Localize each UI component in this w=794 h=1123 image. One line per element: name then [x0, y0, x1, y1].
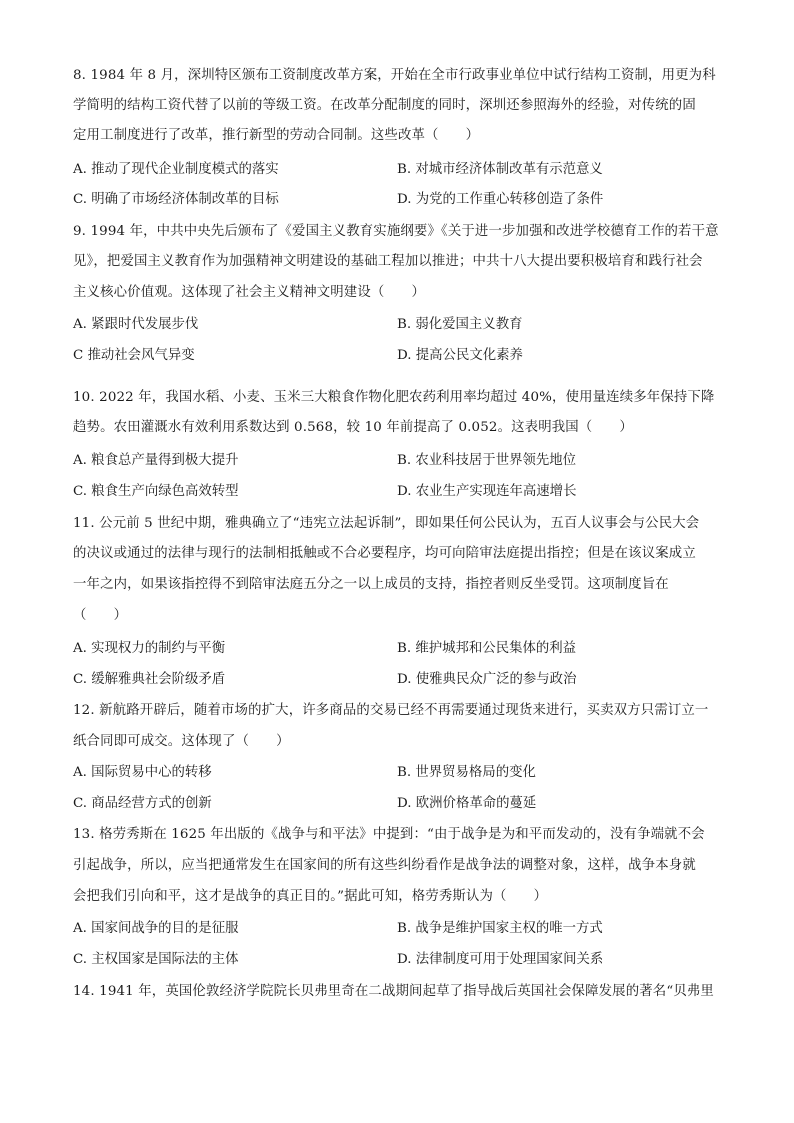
question-stem-line: 的决议或通过的法律与现行的法制相抵触或不合必要程序，均可向陪审法庭提出指控；但是在该议案成立: [73, 546, 696, 561]
option-a[interactable]: A. 实现权力的制约与平衡: [73, 641, 226, 656]
option-c[interactable]: C 推动社会风气异变: [73, 348, 195, 363]
question-stem-line: （ ）: [73, 608, 128, 623]
option-c[interactable]: C. 商品经营方式的创新: [73, 796, 212, 811]
question-stem-line: 见》，把爱国主义教育作为加强精神文明建设的基础工程加以推进；中共十八大提出要积极培育和践行社会: [73, 254, 703, 269]
option-b[interactable]: B. 农业科技居于世界领先地位: [397, 453, 577, 468]
option-b[interactable]: B. 对城市经济体制改革有示范意义: [397, 162, 603, 177]
question-stem-line: 会把我们引向和平，这才是战争的真正目的。”据此可知，格劳秀斯认为（ ）: [73, 889, 548, 904]
question-stem-line: 10. 2022 年，我国水稻、小麦、玉米三大粮食作物化肥农药利用率均超过 40%，使用量连续多年保持下降: [73, 390, 715, 405]
question-stem-line: 趋势。农田灌溉水有效利用系数达到 0.568，较 10 年前提高了 0.052。这表明我国（ ）: [73, 420, 633, 435]
question-stem-line: 定用工制度进行了改革，推行新型的劳动合同制。这些改革（ ）: [73, 128, 480, 143]
option-a[interactable]: A. 国家间战争的目的是征服: [73, 921, 239, 936]
option-d[interactable]: D. 法律制度可用于处理国家间关系: [397, 952, 604, 967]
option-d[interactable]: D. 使雅典民众广泛的参与政治: [397, 672, 577, 687]
option-d[interactable]: D. 提高公民文化素养: [397, 348, 523, 363]
option-b[interactable]: B. 世界贸易格局的变化: [397, 765, 536, 780]
option-c[interactable]: C. 粮食生产向绿色高效转型: [73, 484, 239, 499]
option-c[interactable]: C. 主权国家是国际法的主体: [73, 952, 239, 967]
question-stem-line: 纸合同即可成交。这体现了（ ）: [73, 734, 290, 749]
option-a[interactable]: A. 粮食总产量得到极大提升: [73, 453, 239, 468]
option-b[interactable]: B. 维护城邦和公民集体的利益: [397, 641, 577, 656]
option-c[interactable]: C. 缓解雅典社会阶级矛盾: [73, 672, 226, 687]
question-stem-line: 主义核心价值观。这体现了社会主义精神文明建设（ ）: [73, 285, 426, 300]
question-stem-line: 9. 1994 年，中共中央先后颁布了《爱国主义教育实施纲要》《关于进一步加强和改进学校德育工作的若干意: [73, 224, 719, 239]
option-b[interactable]: B. 弱化爱国主义教育: [397, 317, 523, 332]
option-d[interactable]: D. 为党的工作重心转移创造了条件: [397, 192, 604, 207]
option-a[interactable]: A. 紧跟时代发展步伐: [73, 317, 199, 332]
question-stem-line: 11. 公元前 5 世纪中期，雅典确立了“违宪立法起诉制”，即如果任何公民认为，五百人议事会与公民大会: [73, 516, 700, 531]
question-stem-line: 学简明的结构工资代替了以前的等级工资。在改革分配制度的同时，深圳还参照海外的经验，对传统的固: [73, 98, 696, 113]
option-d[interactable]: D. 欧洲价格革命的蔓延: [397, 796, 537, 811]
option-d[interactable]: D. 农业生产实现连年高速增长: [397, 484, 577, 499]
question-stem-line: 8. 1984 年 8 月，深圳特区颁布工资制度改革方案，开始在全市行政事业单位中试行结构工资制，用更为科: [73, 68, 716, 83]
question-stem-line: 12. 新航路开辟后，随着市场的扩大，许多商品的交易已经不再需要通过现货来进行，买卖双方只需订立一: [73, 703, 709, 718]
question-stem-line: 引起战争，所以，应当把通常发生在国家间的所有这些纠纷看作是战争法的调整对象，这样，战争本身就: [73, 858, 696, 873]
question-stem-line: 一年之内，如果该指控得不到陪审法庭五分之一以上成员的支持，指控者则反坐受罚。这项制度旨在: [73, 577, 669, 592]
option-b[interactable]: B. 战争是维护国家主权的唯一方式: [397, 921, 603, 936]
question-stem-line: 13. 格劳秀斯在 1625 年出版的《战争与和平法》中提到：“由于战争是为和平而发动的，没有争端就不会: [73, 827, 705, 842]
option-a[interactable]: A. 推动了现代企业制度模式的落实: [73, 162, 279, 177]
option-c[interactable]: C. 明确了市场经济体制改革的目标: [73, 192, 279, 207]
question-stem-line: 14. 1941 年，英国伦敦经济学院院长贝弗里奇在二战期间起草了指导战后英国社会保障发展的著名“贝弗里: [73, 984, 714, 999]
option-a[interactable]: A. 国际贸易中心的转移: [73, 765, 212, 780]
